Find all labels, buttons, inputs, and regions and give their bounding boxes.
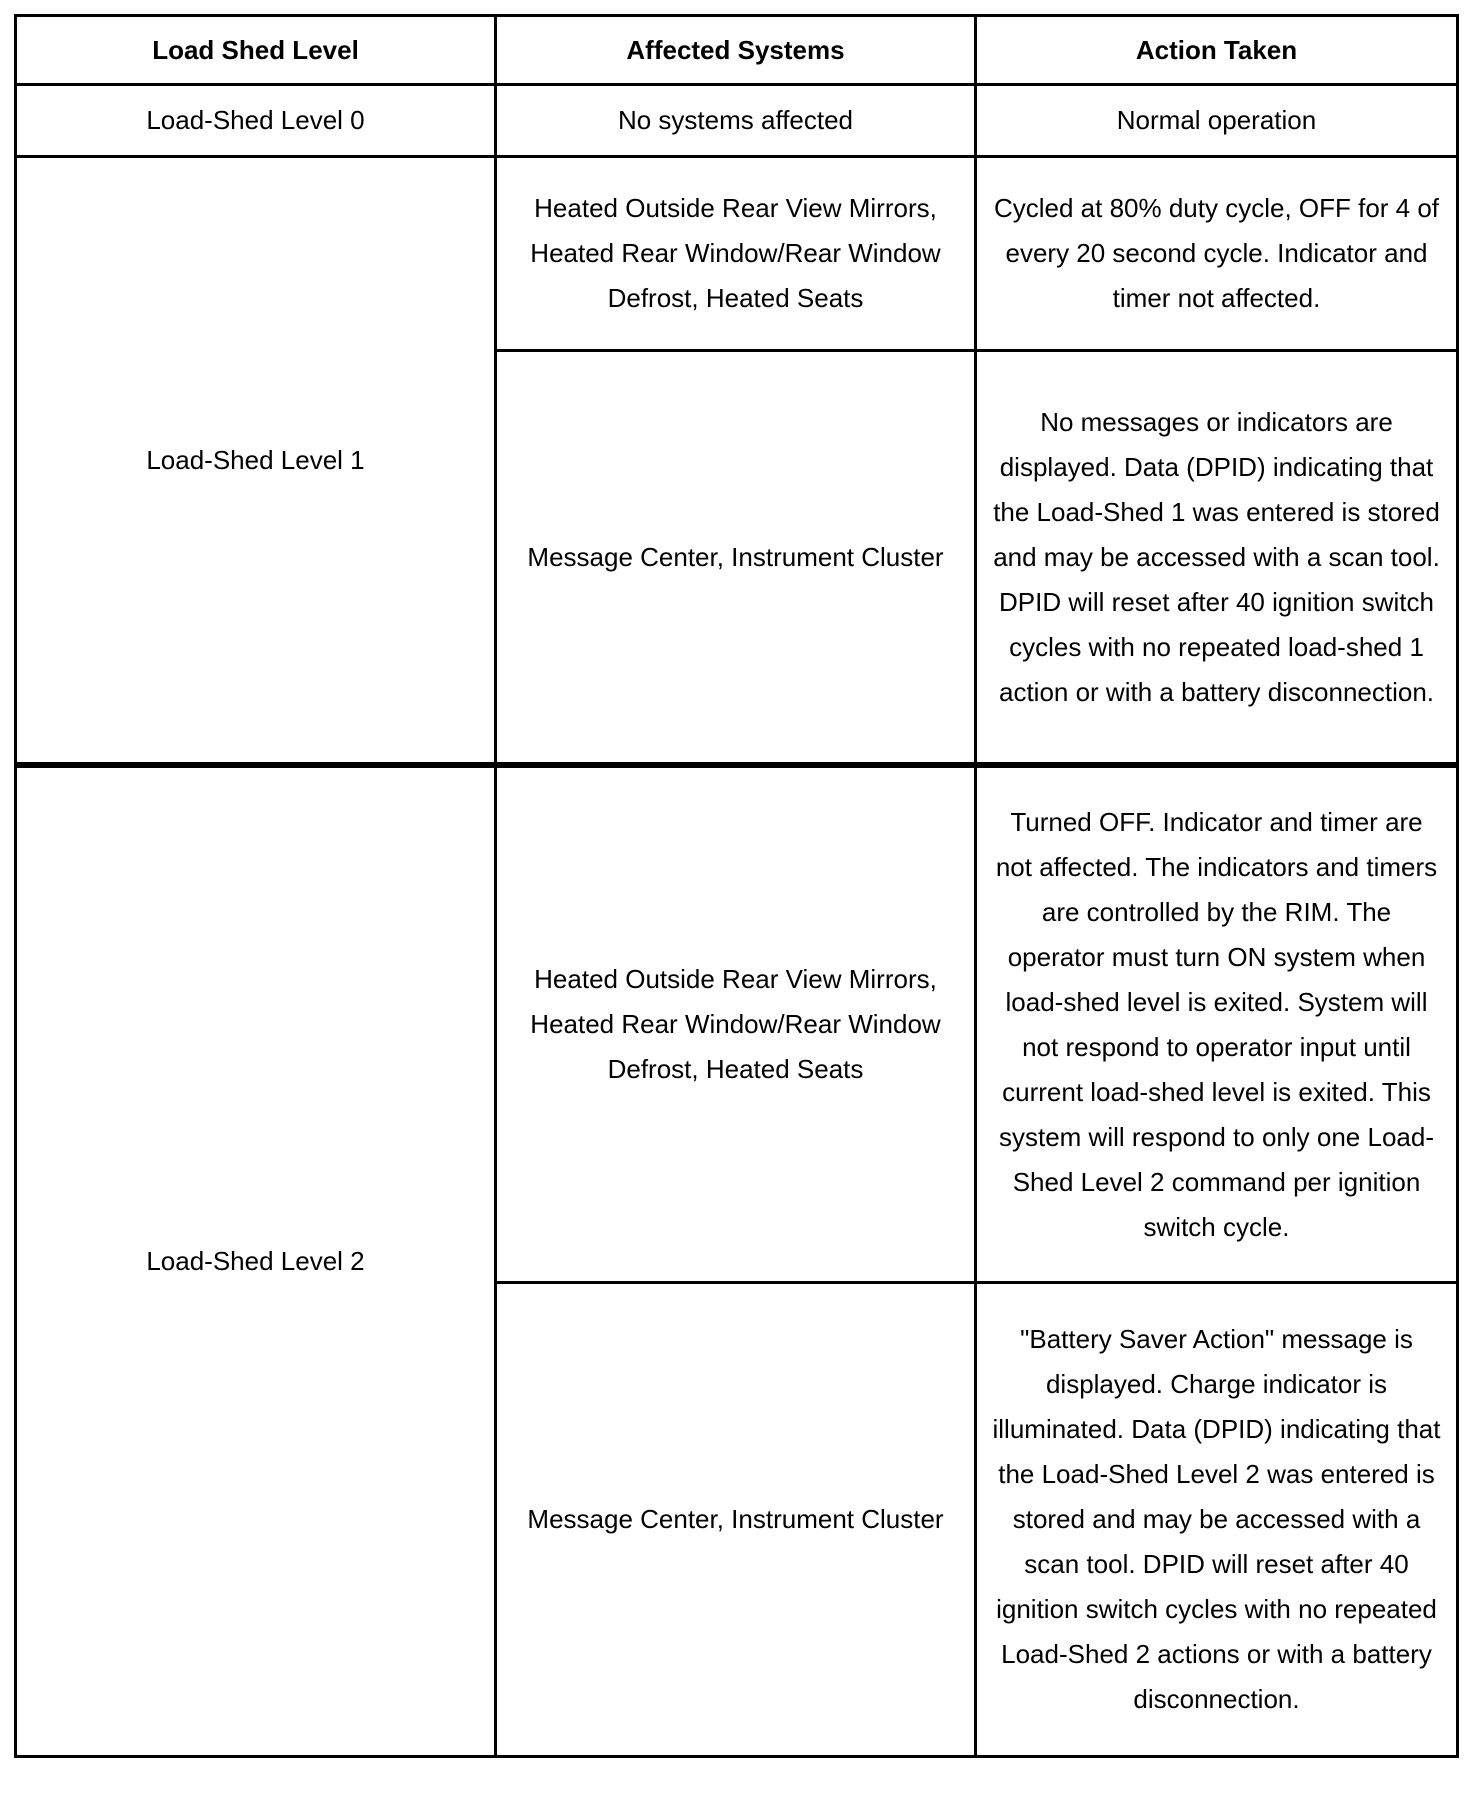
table-row-level-2-heaters (16, 765, 1458, 1283)
level-2-cluster-action: "Battery Saver Action" message is displayed. Charge indicator is illuminated. Data (DPID) indicating that the Load-Shed Level 2 was entered is stored and may be accessed with a scan tool. DPID will reset after 40 ignition switch cycles with no repeated Load-Shed 2 actions or with a battery disconnection. (976, 1283, 1458, 1757)
level-1-cluster-systems: Message Center, Instrument Cluster (496, 351, 976, 766)
level-0-label: Load-Shed Level 0 (16, 85, 496, 157)
level-1-cluster-action: No messages or indicators are displayed. Data (DPID) indicating that the Load-Shed 1 was entered is stored and may be accessed with a scan tool. DPID will reset after 40 ignition switch cycles with no repeated load-shed 1 action or with a battery disconnection. (976, 351, 1458, 766)
header-load-shed-level: Load Shed Level (16, 16, 496, 85)
level-1-label: Load-Shed Level 1 (16, 157, 496, 766)
level-0-action: Normal operation (976, 85, 1458, 157)
level-1-heaters-systems: Heated Outside Rear View Mirrors, Heated Rear Window/Rear Window Defrost, Heated Seats (496, 157, 976, 351)
table-row-level-1-heaters (16, 157, 1458, 351)
level-2-heaters-systems: Heated Outside Rear View Mirrors, Heated Rear Window/Rear Window Defrost, Heated Seats (496, 765, 976, 1283)
header-affected-systems: Affected Systems (496, 16, 976, 85)
level-0-systems: No systems affected (496, 85, 976, 157)
level-1-heaters-action: Cycled at 80% duty cycle, OFF for 4 of every 20 second cycle. Indicator and timer not affected. (976, 157, 1458, 351)
level-2-cluster-systems: Message Center, Instrument Cluster (496, 1283, 976, 1757)
table-row-level-0 (16, 85, 1458, 157)
header-row (16, 16, 1458, 85)
load-shed-table (14, 14, 1459, 1758)
level-2-heaters-action: Turned OFF. Indicator and timer are not affected. The indicators and timers are controlled by the RIM. The operator must turn ON system when load-shed level is exited. System will not respond to operator input until current load-shed level is exited. This system will respond to only one Load-Shed Level 2 command per ignition switch cycle. (976, 765, 1458, 1283)
level-2-label: Load-Shed Level 2 (16, 765, 496, 1757)
header-action-taken: Action Taken (976, 16, 1458, 85)
